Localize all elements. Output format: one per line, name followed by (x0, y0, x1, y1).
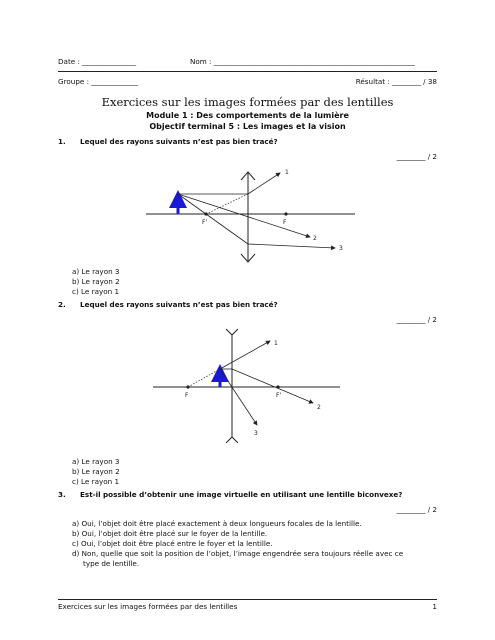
question-2-text: Lequel des rayons suivants n’est pas bien tracé? (80, 300, 278, 309)
focal-label-left: F' (202, 219, 208, 226)
question-2-lens-diagram (145, 325, 345, 443)
ray-2-refracted (232, 369, 313, 403)
question-2-score[interactable]: ________ / 2 (396, 315, 437, 324)
module-subtitle: Module 1 : Des comportements de la lumière (146, 111, 349, 120)
focal-label-right: F (283, 219, 287, 226)
page-number: 1 (432, 602, 437, 611)
objectif-subtitle: Objectif terminal 5 : Les images et la vision (149, 122, 346, 131)
question-1-text: Lequel des rayons suivants n’est pas bien tracé? (80, 137, 278, 146)
ray-label-1: 1 (274, 340, 278, 347)
question-1-option-a[interactable]: a) Le rayon 3 (72, 267, 120, 276)
nom-field[interactable]: Nom : ________________________________________________________ (190, 57, 416, 66)
question-3-score[interactable]: ________ / 2 (396, 505, 437, 514)
ray-label-3: 3 (254, 430, 258, 437)
question-3-number: 3. (58, 490, 66, 499)
question-3-option-d[interactable]: d) Non, quelle que soit la position de l’objet, l’image engendrée sera toujours réelle avec ce (72, 549, 404, 558)
question-3-option-d-continued: type de lentille. (83, 559, 140, 568)
question-1-option-c[interactable]: c) Le rayon 1 (72, 287, 120, 296)
ray-label-2: 2 (313, 235, 317, 242)
ray-label-3: 3 (339, 245, 343, 252)
lens-top-arrow (226, 329, 238, 335)
header-divider (58, 71, 437, 72)
ray-label-2: 2 (317, 404, 321, 411)
ray-3-refracted (248, 244, 335, 248)
footer-divider (58, 599, 437, 600)
focal-point-right (284, 212, 287, 215)
focal-label-right: F' (276, 392, 282, 399)
question-2-number: 2. (58, 300, 66, 309)
ray-1-extension (188, 369, 220, 387)
question-1-option-b[interactable]: b) Le rayon 2 (72, 277, 120, 286)
lens-bottom-arrow (226, 437, 238, 443)
question-2-option-a[interactable]: a) Le rayon 3 (72, 457, 120, 466)
question-3-option-c[interactable]: c) Oui, l’objet doit être placé entre le foyer et la lentille. (72, 539, 273, 548)
page-title: Exercices sur les images formées par des lentilles (101, 95, 394, 109)
question-3-option-a[interactable]: a) Oui, l’objet doit être placé exactement à deux longueurs focales de la lentille. (72, 519, 362, 528)
ray-2 (178, 194, 310, 237)
question-1-number: 1. (58, 137, 66, 146)
ray-1 (220, 341, 270, 369)
ray-3-incident (178, 194, 248, 244)
groupe-field[interactable]: Groupe : _____________ (58, 77, 139, 86)
focal-label-left: F (185, 392, 189, 399)
question-2-option-b[interactable]: b) Le rayon 2 (72, 467, 120, 476)
question-2-option-c[interactable]: c) Le rayon 1 (72, 477, 120, 486)
question-3-option-b[interactable]: b) Oui, l’objet doit être placé sur le foyer de la lentille. (72, 529, 268, 538)
resultat-field[interactable]: Résultat : ________ / 38 (355, 77, 437, 86)
ray-1-refracted (248, 173, 280, 194)
question-1-score[interactable]: ________ / 2 (396, 152, 437, 161)
footer-text: Exercices sur les images formées par des lentilles (58, 602, 238, 611)
question-1-lens-diagram (140, 162, 365, 270)
date-field[interactable]: Date : _______________ (58, 57, 137, 66)
ray-label-1: 1 (285, 169, 289, 176)
ray-1-extension (206, 194, 248, 214)
question-3-text: Est-il possible d’obtenir une image virtuelle en utilisant une lentille biconvexe? (80, 490, 403, 499)
